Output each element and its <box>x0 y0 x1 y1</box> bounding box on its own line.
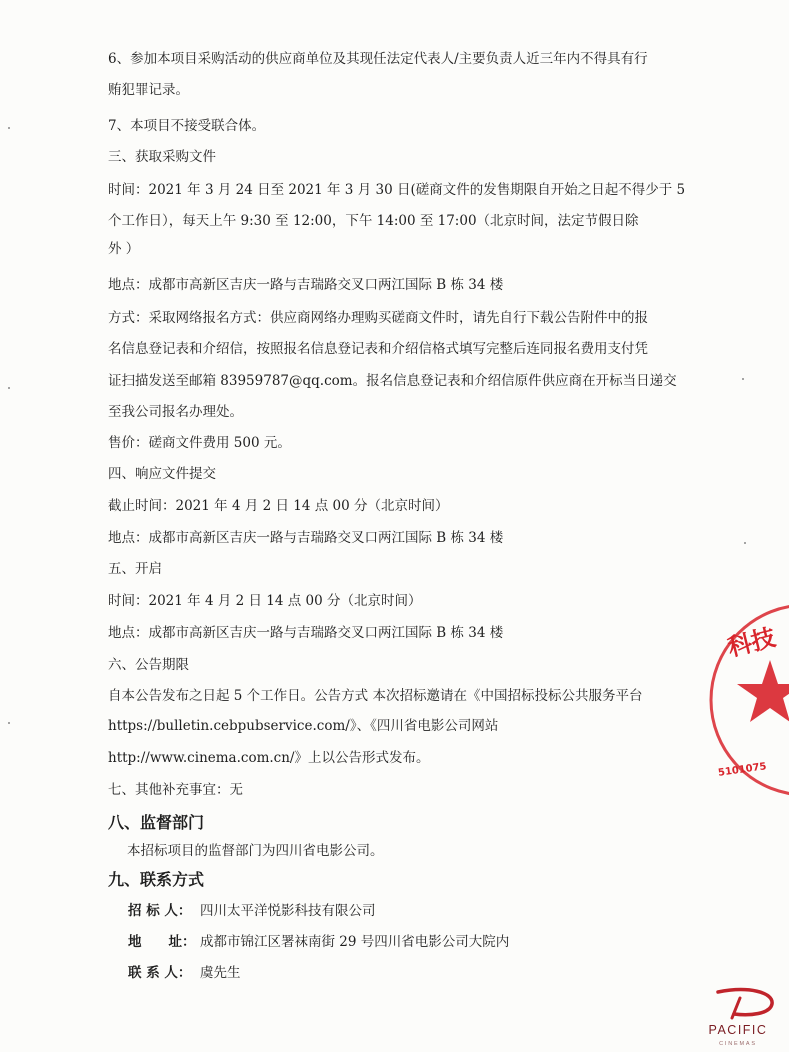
text-line: 个工作日），每天上午 9:30 至 12:00，下午 14:00 至 17:00（北京时间，法定节假日除 <box>108 213 639 229</box>
text-line: 本招标项目的监督部门为四川省电影公司。 <box>127 843 384 859</box>
contact-label: 地 址： <box>128 934 196 950</box>
text-line: 方式：采取网络报名方式：供应商网络办理购买磋商文件时，请先自行下载公告附件中的报 <box>108 310 648 326</box>
contact-value: 虞先生 <box>200 965 241 981</box>
text-line: 贿犯罪记录。 <box>108 82 189 98</box>
text-line: 地点：成都市高新区吉庆一路与吉瑞路交叉口两江国际 B 栋 34 楼 <box>108 530 504 546</box>
link-text: https://bulletin.cebpubservice.com/》、《四川省电影公司网站 <box>108 718 499 734</box>
text-line: 名信息登记表和介绍信，按照报名信息登记表和介绍信格式填写完整后连同报名费用支付凭 <box>108 341 648 357</box>
contact-value: 成都市锦江区署袜南街 29 号四川省电影公司大院内 <box>200 934 510 950</box>
section-heading: 五、开启 <box>108 561 162 577</box>
text-line: 七、其他补充事宜：无 <box>108 782 243 798</box>
link-text: http://www.cinema.com.cn/》上以公告形式发布。 <box>108 750 430 766</box>
scan-speck <box>744 542 746 544</box>
section-heading: 八、监督部门 <box>108 813 205 832</box>
text-line: 售价：磋商文件费用 500 元。 <box>108 435 291 451</box>
text-line: 地点：成都市高新区吉庆一路与吉瑞路交叉口两江国际 B 栋 34 楼 <box>108 625 504 641</box>
text-line: 地点：成都市高新区吉庆一路与吉瑞路交叉口两江国际 B 栋 34 楼 <box>108 277 504 293</box>
svg-text:PACIFIC: PACIFIC <box>708 1023 768 1037</box>
svg-text:5101075: 5101075 <box>717 761 768 779</box>
text-line: 外 ） <box>108 241 140 257</box>
section-heading: 九、联系方式 <box>108 870 205 889</box>
text-line: 证扫描发送至邮箱 83959787@qq.com。报名信息登记表和介绍信原件供应商在开标当日递交 <box>108 373 677 389</box>
svg-text:CINEMAS: CINEMAS <box>719 1041 757 1047</box>
text-line: 时间：2021 年 3 月 24 日至 2021 年 3 月 30 日(磋商文件的发售期限自开始之日起不得少于 5 <box>108 182 686 198</box>
text-line: 至我公司报名办理处。 <box>108 404 243 420</box>
scan-speck <box>742 378 744 380</box>
pacific-cinemas-logo <box>688 984 788 1050</box>
text-line: 7、本项目不接受联合体。 <box>108 118 266 134</box>
section-heading: 六、公告期限 <box>108 657 189 673</box>
text-line: 自本公告发布之日起 5 个工作日。公告方式 本次招标邀请在《中国招标投标公共服务平台 <box>108 688 643 704</box>
text-line: 6、参加本项目采购活动的供应商单位及其现任法定代表人/主要负责人近三年内不得具有行 <box>108 51 648 67</box>
contact-value: 四川太平洋悦影科技有限公司 <box>200 903 376 919</box>
section-heading: 三、获取采购文件 <box>108 149 216 165</box>
section-heading: 四、响应文件提交 <box>108 466 216 482</box>
text-line: 时间：2021 年 4 月 2 日 14 点 00 分（北京时间） <box>108 593 422 609</box>
scan-speck <box>8 127 10 129</box>
scan-speck <box>8 722 10 724</box>
svg-text:科技: 科技 <box>724 623 779 662</box>
official-seal-icon <box>706 590 789 820</box>
scan-speck <box>8 387 10 389</box>
text-line: 截止时间：2021 年 4 月 2 日 14 点 00 分（北京时间） <box>108 498 449 514</box>
contact-label: 招 标 人： <box>128 903 192 919</box>
contact-label: 联 系 人： <box>128 965 192 981</box>
